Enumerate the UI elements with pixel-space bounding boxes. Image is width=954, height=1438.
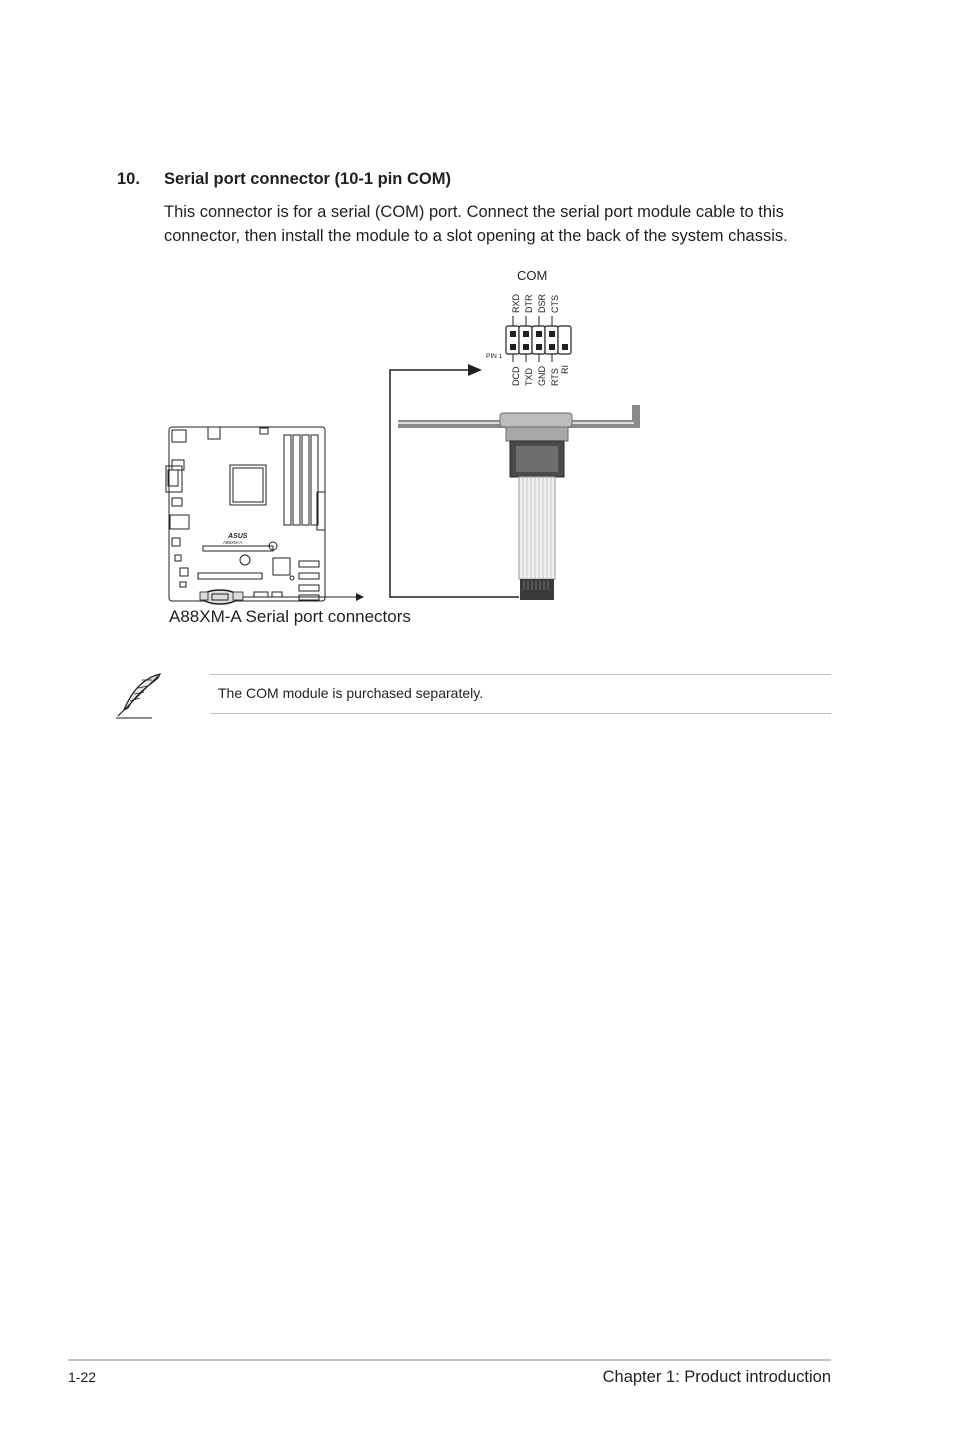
connection-line: [390, 370, 519, 597]
board-model-label: A88XM-A: [223, 540, 243, 545]
chapter-title: Chapter 1: Product introduction: [602, 1368, 831, 1386]
ribbon-cable: [519, 477, 555, 600]
section-number: 10.: [117, 170, 140, 188]
feather-pen-icon: [112, 670, 168, 722]
pin-label-dtr: DTR: [524, 294, 534, 313]
pin-label-ri: RI: [560, 365, 570, 374]
note-text: The COM module is purchased separately.: [218, 685, 484, 701]
serial-port-diagram: [0, 0, 954, 660]
pin-label-rxd: RXD: [511, 293, 521, 313]
body-line-2: connector, then install the module to a slot opening at the back of the system chassis.: [164, 227, 788, 245]
pin-label-txd: TXD: [524, 368, 534, 386]
note-bottom-rule: [210, 713, 831, 714]
pointer-arrow-icon: [356, 593, 364, 601]
pin-label-rts: RTS: [550, 368, 560, 386]
diagram-caption: A88XM-A Serial port connectors: [169, 607, 411, 626]
motherboard-illustration: [166, 427, 325, 601]
footer-rule: [68, 1359, 831, 1361]
pin-label-gnd: GND: [537, 366, 547, 386]
body-line-1: This connector is for a serial (COM) port. Connect the serial port module cable to this: [164, 203, 784, 221]
com-connector-title: COM: [517, 268, 548, 283]
pin-label-dcd: DCD: [511, 366, 521, 386]
com-pin-header: [506, 326, 571, 354]
pin1-label: PIN 1: [486, 353, 503, 360]
board-brand-logo: ASUS: [228, 533, 248, 540]
page-number: 1-22: [68, 1369, 97, 1385]
pin-label-dsr: DSR: [537, 293, 547, 313]
note-top-rule: [210, 674, 831, 675]
pin-label-cts: CTS: [550, 295, 560, 313]
section-title: Serial port connector (10-1 pin COM): [164, 170, 451, 188]
arrow-to-header-icon: [468, 364, 482, 376]
com-bracket: [398, 405, 640, 477]
com-header-highlight: [200, 590, 243, 604]
